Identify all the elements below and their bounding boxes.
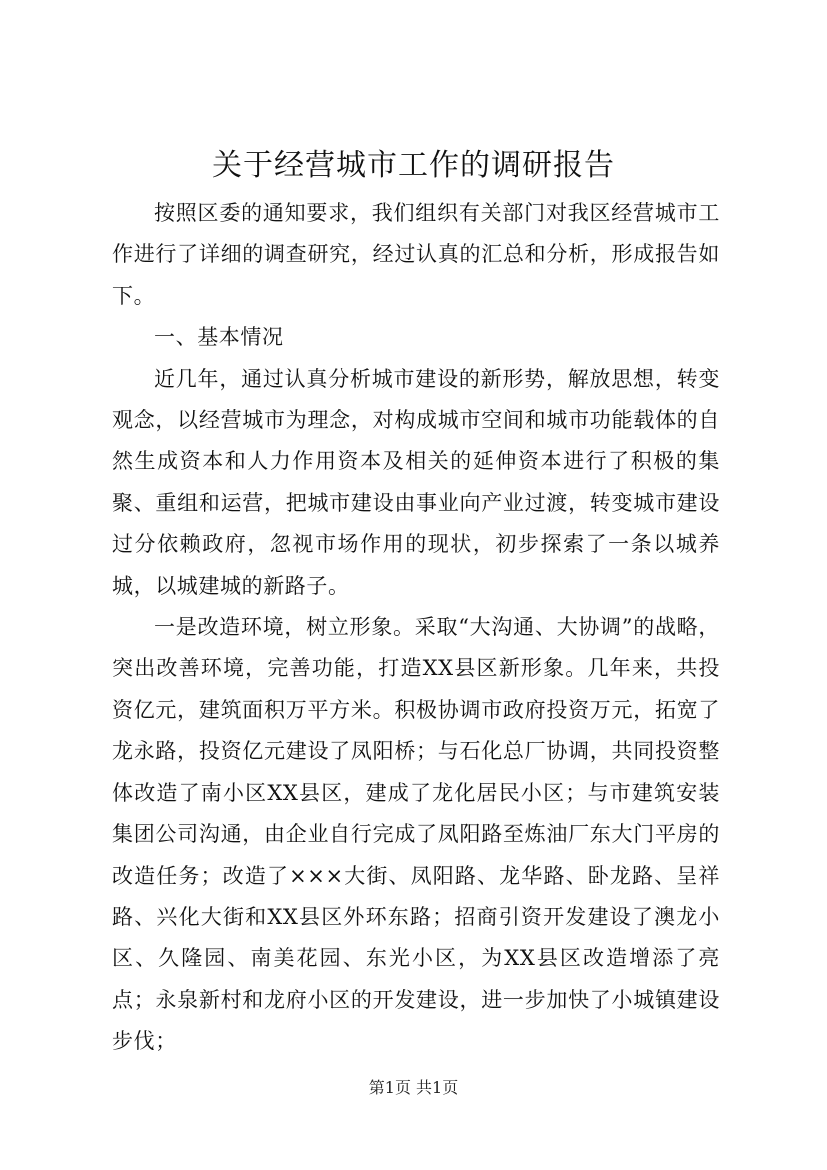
document-body: [112, 193, 720, 1063]
page-number-footer: 第1页 共1页: [368, 1078, 459, 1097]
paragraph-overview: 近几年，通过认真分析城市建设的新形势，解放思想，转变观念，以经营城市为理念，对构成城市空间和城市功能载体的自然生成资本和人力作用资本及相关的延伸资本进行了积极的集聚、重组和运营，把城市建设由事业向产业过渡，转变城市建设过分依赖政府，忽视市场作用的现状，初步探索了一条以城养城，以城建城的新路子。: [112, 366, 720, 598]
paragraph-intro: 按照区委的通知要求，我们组织有关部门对我区经营城市工作进行了详细的调查研究，经过认真的汇总和分析，形成报告如下。: [112, 201, 720, 308]
document-title: 关于经营城市工作的调研报告: [212, 148, 615, 183]
section-heading-basic-situation: 一、基本情况: [154, 325, 284, 350]
paragraph-environment: 一是改造环境，树立形象。采取“大沟通、大协调”的战略，突出改善环境，完善功能，打造XX县区新形象。几年来，共投资亿元，建筑面积万平方米。积极协调市政府投资万元，拓宽了龙永路，投资亿元建设了凤阳桥；与石化总厂协调，共同投资整体改造了南小区XX县区，建成了龙化居民小区；与市建筑安装集团公司沟通，由企业自行完成了凤阳路至炼油厂东大门平房的改造任务；改造了×××大街、凤阳路、龙华路、卧龙路、呈祥路、兴化大街和XX县区外环东路；招商引资开发建设了澳龙小区、久隆园、南美花园、东光小区，为XX县区改造增添了亮点；永泉新村和龙府小区的开发建设，进一步加快了小城镇建设步伐；: [112, 615, 720, 1054]
